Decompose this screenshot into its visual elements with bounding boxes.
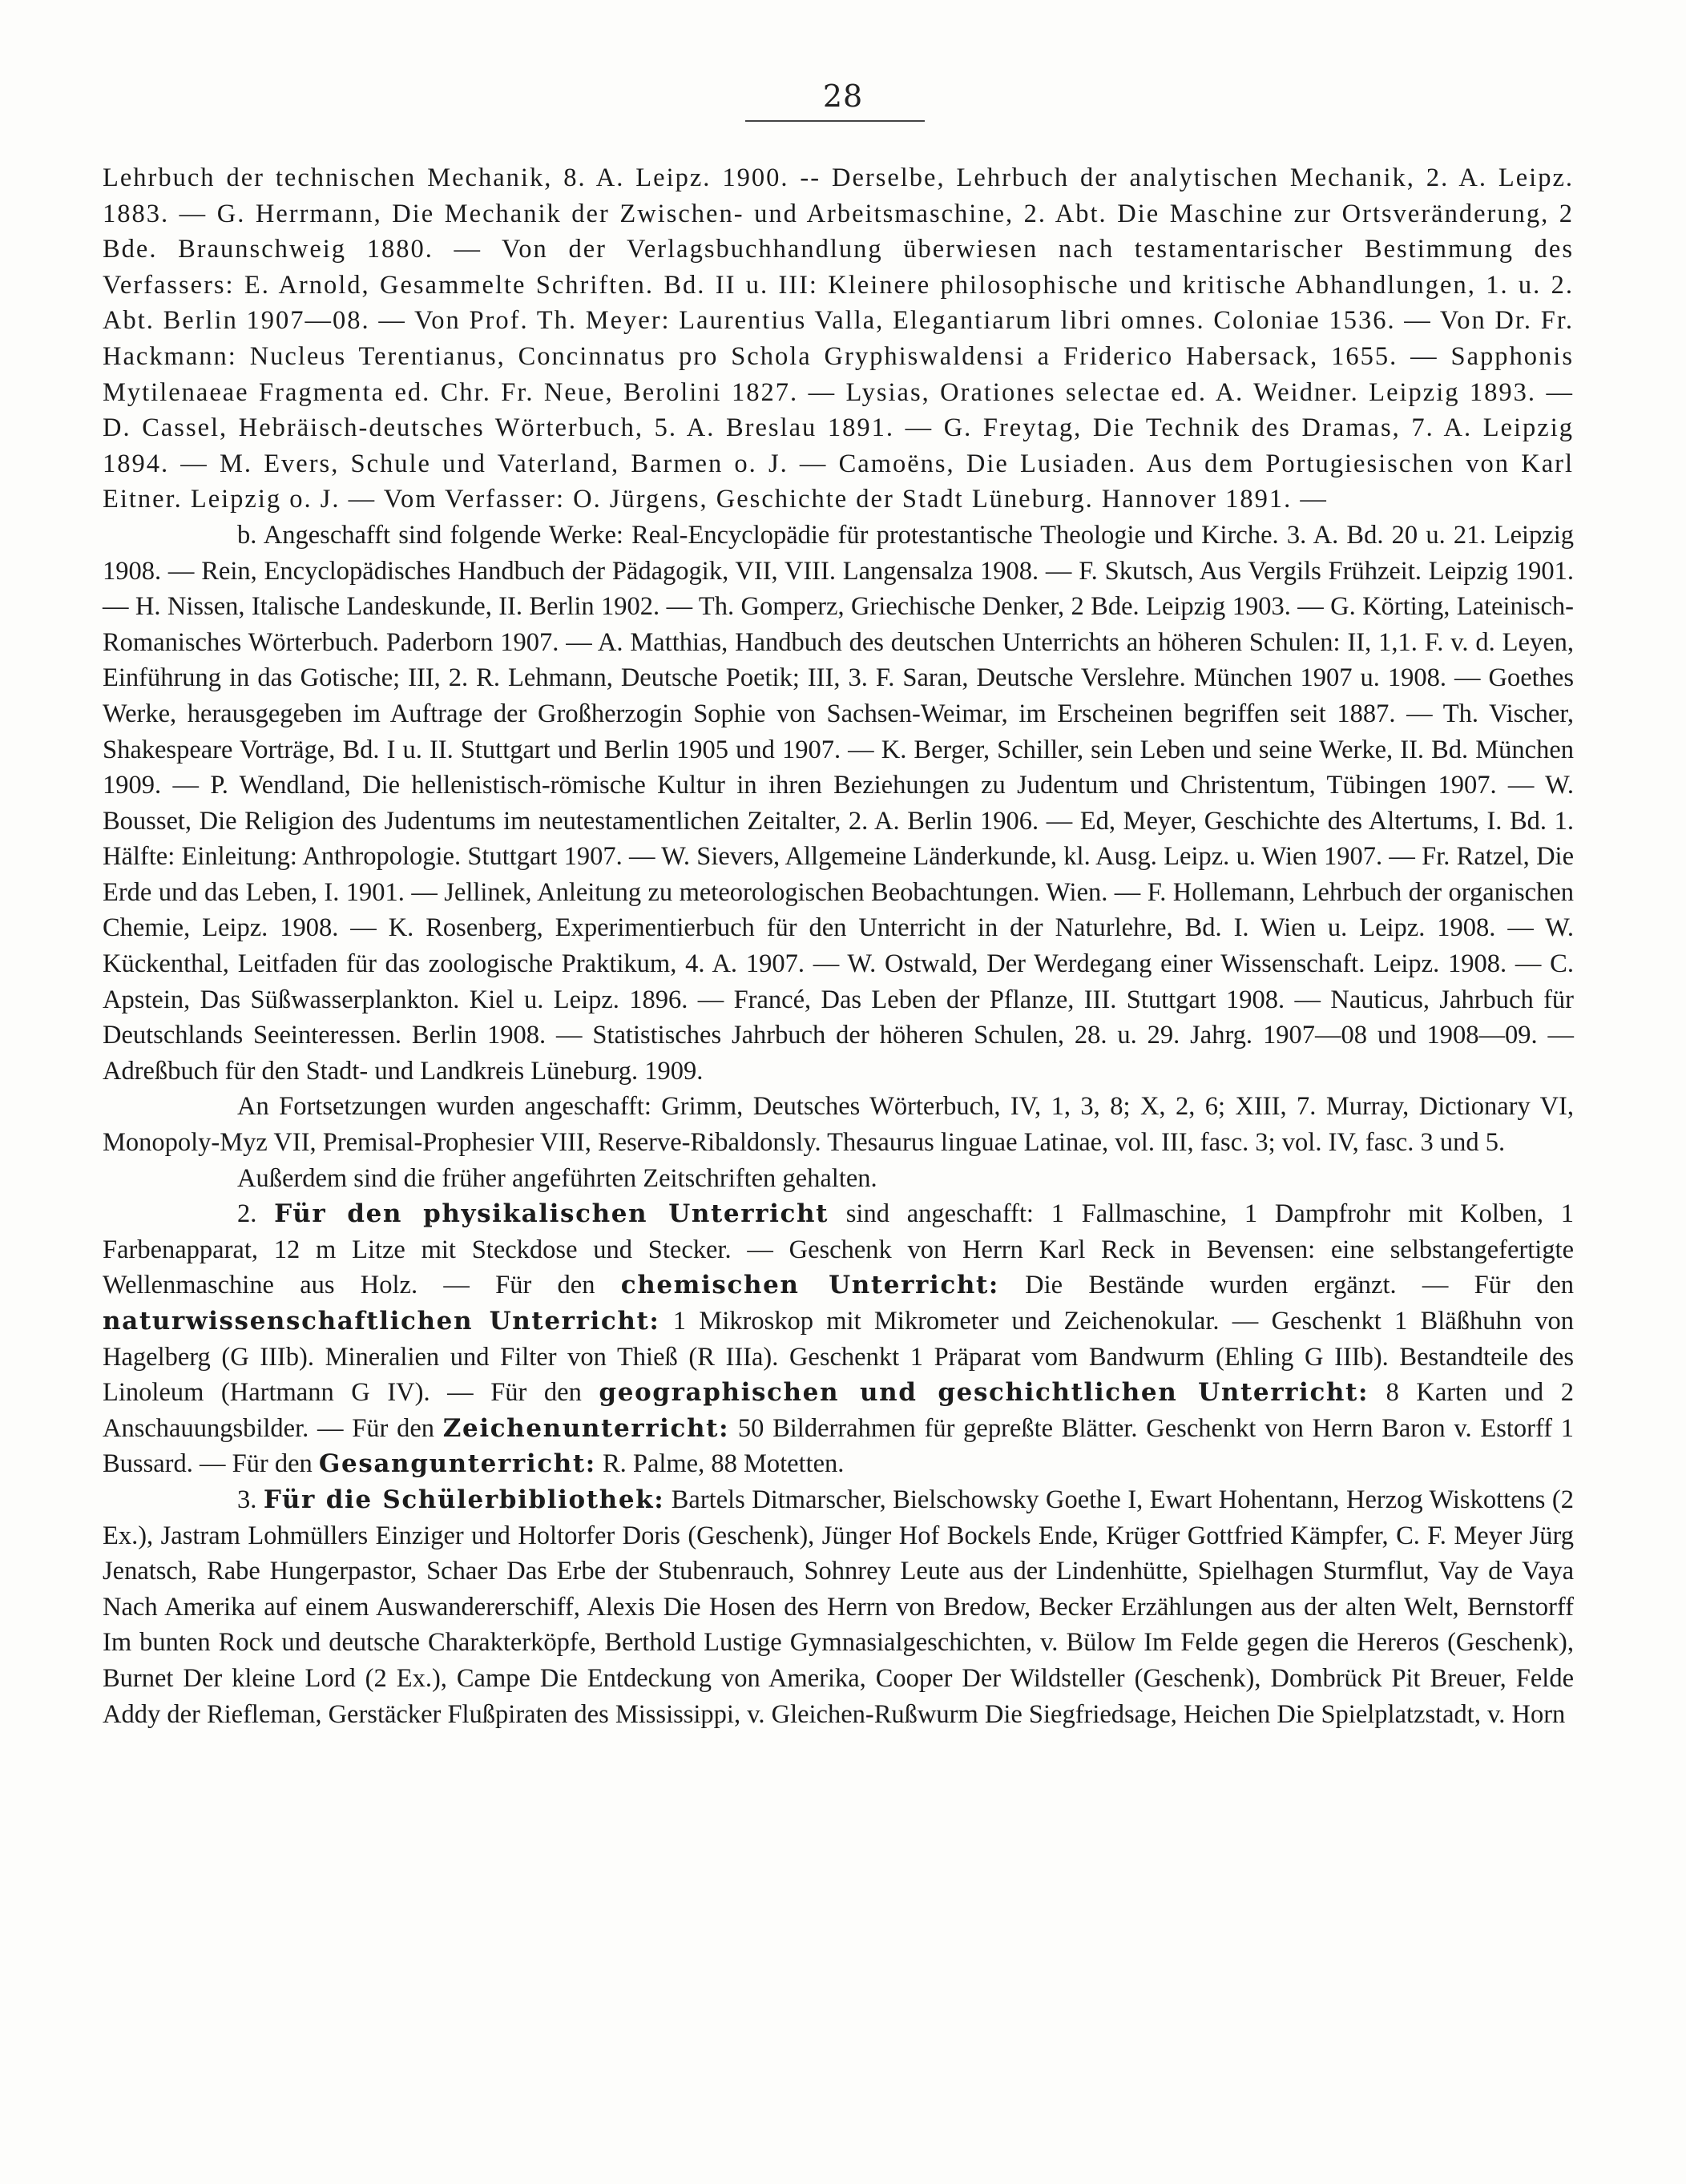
body-text [103,160,1574,1732]
heading-natural-science: naturwissenschaftlichen Unterricht: [103,1307,660,1336]
paragraph-text: Außerdem sind die früher angeführten Zeitschriften gehalten. [237,1163,877,1193]
paragraph-continuations [103,1089,1574,1160]
paragraph-text: R. Palme, 88 Motetten. [595,1449,845,1479]
paragraph-text: Bartels Ditmarscher, Bielschowsky Goethe I, Ewart Hohentann, Herzog Wiskottens (2 Ex.), Jastram Lohmüllers Einziger und Holtorfer Doris (Geschenk), Jünger Hof Bockels Ende, Krüger Gottfried Kämpfer, C. F. Meyer Jürg Jenatsch, Rabe Hungerpastor, Schaer Das Erbe der Stubenrauch, Sohnrey Leute aus der Lindenhütte, Spielhagen Sturmflut, Vay de Vaya Nach Amerika auf einem Auswandererschiff, Alexis Die Hosen des Herrn von Bredow, Becker Erzählungen aus der alten Welt, Bernstorff Im bunten Rock und deutsche Charakterköpfe, Berthold Lustige Gymnasialgeschichten, v. Bülow Im Felde gegen die Hereros (Geschenk), Burnet Der kleine Lord (2 Ex.), Campe Die Entdeckung von Amerika, Cooper Der Wildsteller (Geschenk), Dombrück Pit Breuer, Felde Addy der Riefleman, Gerstäcker Flußpiraten des Mississippi, v. Gleichen-Rußwurm Die Siegfriedsage, Heichen Die Spielplatzstadt, v. Horn [103,1485,1574,1729]
heading-chemistry: chemischen Unterricht: [620,1271,999,1300]
paragraph-text: 3. [237,1485,264,1514]
page-number-underline [745,120,925,122]
paragraph-text: 2. [237,1199,275,1229]
paragraph-text: 1 Mikroskop mit Mikrometer und Zeichenokular. — Geschenkt 1 Bläßhuhn von Hagelberg (G IIIb). Mineralien und Filter von Thieß (R IIIa). Geschenkt 1 Präparat vom Bandwurm (Ehling G IIIb). Bestandteile des Linoleum (Hartmann G IV). — Für den [103,1307,1574,1408]
paragraph-purchased-works [103,518,1574,1090]
heading-student-library: Für die Schülerbibliothek: [263,1485,665,1514]
paragraph-text: 8 Karten und 2 Anschauungsbilder. — Für den [103,1378,1574,1443]
paragraph-student-library [103,1482,1574,1732]
paragraph-text: Die Bestände wurden ergänzt. — Für den [998,1271,1574,1300]
heading-geography-history: geographischen und geschichtlichen Unterricht: [599,1378,1369,1408]
heading-physics: Für den physikalischen Unterricht [274,1199,829,1229]
heading-singing: Gesangunterricht: [318,1449,596,1479]
paragraph-teaching-materials [103,1196,1574,1482]
paragraph-periodicals [103,1161,1574,1197]
paragraph-text: Lehrbuch der technischen Mechanik, 8. A. Leipz. 1900. -- Derselbe, Lehrbuch der analytischen Mechanik, 2. A. Leipz. 1883. — G. Herrmann, Die Mechanik der Zwischen- und Arbeitsmaschine, 2. Abt. Die Maschine zur Ortsveränderung, 2 Bde. Braunschweig 1880. — Von der Verlagsbuchhandlung überwiesen nach testamentarischer Bestimmung des Verfassers: E. Arnold, Gesammelte Schriften. Bd. II u. III: Kleinere philosophische und kritische Abhandlungen, 1. u. 2. Abt. Berlin 1907—08. — Von Prof. Th. Meyer: Laurentius Valla, Elegantiarum libri omnes. Coloniae 1536. — Von Dr. Fr. Hackmann: Nucleus Terentianus, Concinnatus pro Schola Gryphiswaldensi a Friderico Habersack, 1655. — Sapphonis Mytilenaeae Fragmenta ed. Chr. Fr. Neue, Berolini 1827. — Lysias, Orationes selectae ed. A. Weidner. Leipzig 1893. — D. Cassel, Hebräisch-deutsches Wörterbuch, 5. A. Breslau 1891. — G. Freytag, Die Technik des Dramas, 7. A. Leipzig 1894. — M. Evers, Schule und Vaterland, Barmen o. J. — Camoëns, Die Lusiaden. Aus dem Portugiesischen von Karl Eitner. Leipzig o. J. — Vom Verfasser: O. Jürgens, Geschichte der Stadt Lüneburg. Hannover 1891. — [103,163,1574,514]
paragraph-text: sind angeschafft: 1 Fallmaschine, 1 Dampfrohr mit Kolben, 1 Farbenapparat, 12 m Litze mit Steckdose und Stecker. — Geschenk von Herrn Karl Reck in Bevensen: eine selbstangefertigte Wellenmaschine aus Holz. — Für den [103,1199,1574,1300]
heading-drawing: Zeichenunterricht: [442,1413,730,1443]
page-number: 28 [822,79,864,114]
paragraph-text: b. Angeschafft sind folgende Werke: Real-Encyclopädie für protestantische Theologie und Kirche. 3. A. Bd. 20 u. 21. Leipzig 1908. — Rein, Encyclopädisches Handbuch der Pädagogik, VII, VIII. Langensalza 1908. — F. Skutsch, Aus Vergils Frühzeit. Leipzig 1901. — H. Nissen, Italische Landeskunde, II. Berlin 1902. — Th. Gomperz, Griechische Denker, 2 Bde. Leipzig 1903. — G. Körting, Lateinisch-Romanisches Wörterbuch. Paderborn 1907. — A. Matthias, Handbuch des deutschen Unterrichts an höheren Schulen: II, 1,1. F. v. d. Leyen, Einführung in das Gotische; III, 2. R. Lehmann, Deutsche Poetik; III, 3. F. Saran, Deutsche Verslehre. München 1907 u. 1908. — Goethes Werke, herausgegeben im Auftrage der Großherzogin Sophie von Sachsen-Weimar, im Erscheinen begriffen seit 1887. — Th. Vischer, Shakespeare Vorträge, Bd. I u. II. Stuttgart und Berlin 1905 und 1907. — K. Berger, Schiller, sein Leben und seine Werke, II. Bd. München 1909. — P. Wendland, Die hellenistisch-römische Kultur in ihren Beziehungen zu Judentum und Christentum, Tübingen 1907. — W. Bousset, Die Religion des Judentums im neutestamentlichen Zeitalter, 2. A. Berlin 1906. — Ed, Meyer, Geschichte des Altertums, I. Bd. 1. Hälfte: Einleitung: Anthropologie. Stuttgart 1907. — W. Sievers, Allgemeine Länderkunde, kl. Ausg. Leipz. u. Wien 1907. — Fr. Ratzel, Die Erde und das Leben, I. 1901. — Jellinek, Anleitung zu meteorologischen Beobachtungen. Wien. — F. Hollemann, Lehrbuch der organischen Chemie, Leipz. 1908. — K. Rosenberg, Experimentierbuch für den Unterricht in der Naturlehre, Bd. I. Wien u. Leipz. 1908. — W. Kückenthal, Leitfaden für das zoologische Praktikum, 4. A. 1907. — W. Ostwald, Der Werdegang einer Wissenschaft. Leipz. 1908. — C. Apstein, Das Süßwasserplankton. Kiel u. Leipz. 1896. — Francé, Das Leben der Pflanze, III. Stuttgart 1908. — Nauticus, Jahrbuch für Deutschlands Seeinteressen. Berlin 1908. — Statistisches Jahrbuch der höheren Schulen, 28. u. 29. Jahrg. 1907—08 und 1908—09. — Adreßbuch für den Stadt- und Landkreis Lüneburg. 1909. [103,520,1574,1086]
paragraph-donations [103,160,1574,518]
paragraph-text: An Fortsetzungen wurden angeschafft: Grimm, Deutsches Wörterbuch, IV, 1, 3, 8; X, 2, 6; XIII, 7. Murray, Dictionary VI, Monopoly-Myz VII, Premisal-Prophesier VIII, Reserve-Ribaldonsly. Thesaurus linguae Latinae, vol. III, fasc. 3; vol. IV, fasc. 3 und 5. [103,1092,1574,1158]
paragraph-text: 50 Bilderrahmen für gepreßte Blätter. Geschenkt von Herrn Baron v. Estorff 1 Bussard. — Für den [103,1413,1575,1479]
